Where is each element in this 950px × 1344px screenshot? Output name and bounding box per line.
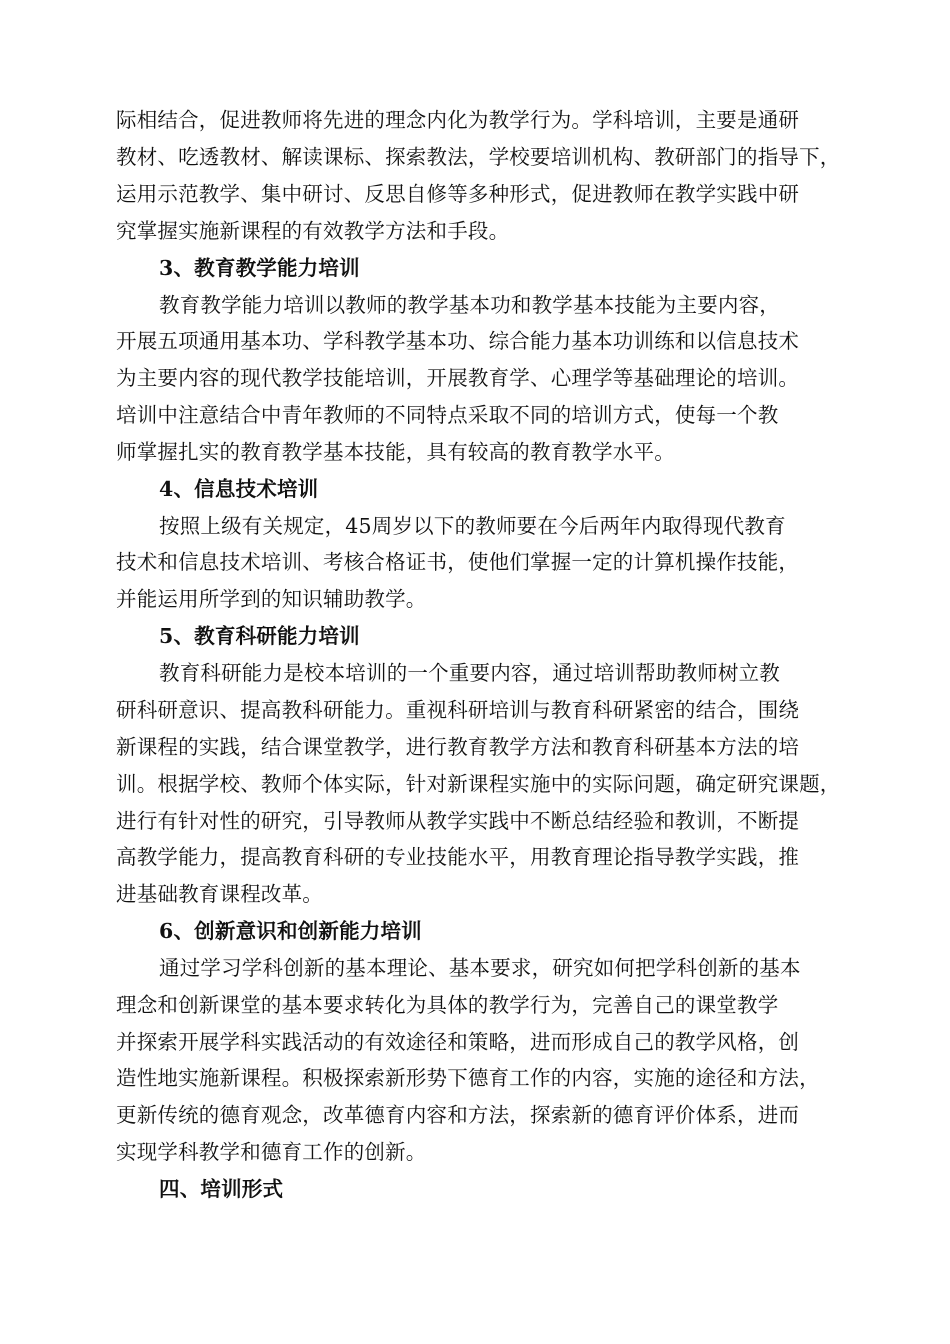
body-text-line: 进基础教育课程改革。 — [116, 882, 323, 906]
body-text-line: 教育教学能力培训以教师的教学基本功和教学基本技能为主要内容， — [159, 293, 780, 317]
body-text-line: 师掌握扎实的教育教学基本技能，具有较高的教育教学水平。 — [116, 440, 675, 464]
body-text-line: 教材、吃透教材、解读课标、探索教法，学校要培训机构、教研部门的指导下， — [116, 145, 841, 169]
body-text-line: 并探索开展学科实践活动的有效途径和策略，进而形成自己的教学风格，创 — [116, 1030, 800, 1054]
body-text-line: 高教学能力，提高教育科研的专业技能水平，用教育理论指导教学实践，推 — [116, 845, 800, 869]
body-text-line: 技术和信息技术培训、考核合格证书，使他们掌握一定的计算机操作技能， — [116, 550, 800, 574]
body-text-line: 教育科研能力是校本培训的一个重要内容，通过培训帮助教师树立教 — [159, 661, 780, 685]
body-text-line: 理念和创新课堂的基本要求转化为具体的教学行为，完善自己的课堂教学 — [116, 993, 779, 1017]
body-text-line: 造性地实施新课程。积极探索新形势下德育工作的内容，实施的途径和方法， — [116, 1066, 820, 1090]
body-text-line: 进行有针对性的研究，引导教师从教学实践中不断总结经验和教训，不断提 — [116, 809, 800, 833]
body-text-line: 训。根据学校、教师个体实际，针对新课程实施中的实际问题，确定研究课题， — [116, 772, 841, 796]
section-heading: 4、信息技术培训 — [159, 477, 319, 501]
body-text-line: 开展五项通用基本功、学科教学基本功、综合能力基本功训练和以信息技术 — [116, 329, 800, 353]
body-text-line: 运用示范教学、集中研讨、反思自修等多种形式，促进教师在教学实践中研 — [116, 182, 800, 206]
section-heading: 四、培训形式 — [159, 1177, 284, 1201]
body-text-line: 通过学习学科创新的基本理论、基本要求，研究如何把学科创新的基本 — [159, 956, 801, 980]
body-text-line: 际相结合，促进教师将先进的理念内化为教学行为。学科培训，主要是通研 — [116, 108, 800, 132]
body-text-line: 并能运用所学到的知识辅助教学。 — [116, 587, 427, 611]
body-text-line: 实现学科教学和德育工作的创新。 — [116, 1140, 427, 1164]
body-text-line: 为主要内容的现代教学技能培训，开展教育学、心理学等基础理论的培训。 — [116, 366, 800, 390]
body-text-line: 按照上级有关规定，45周岁以下的教师要在今后两年内取得现代教育 — [159, 514, 786, 538]
body-text-line: 培训中注意结合中青年教师的不同特点采取不同的培训方式，使每一个教 — [116, 403, 779, 427]
body-text-line: 究掌握实施新课程的有效教学方法和手段。 — [116, 219, 510, 243]
section-heading: 6、创新意识和创新能力培训 — [159, 919, 422, 943]
body-text-line: 新课程的实践，结合课堂教学，进行教育教学方法和教育科研基本方法的培 — [116, 735, 800, 759]
body-text-line: 研科研意识、提高教科研能力。重视科研培训与教育科研紧密的结合，围绕 — [116, 698, 800, 722]
section-heading: 3、教育教学能力培训 — [159, 256, 360, 280]
section-heading: 5、教育科研能力培训 — [159, 624, 360, 648]
body-text-line: 更新传统的德育观念，改革德育内容和方法，探索新的德育评价体系，进而 — [116, 1103, 800, 1127]
